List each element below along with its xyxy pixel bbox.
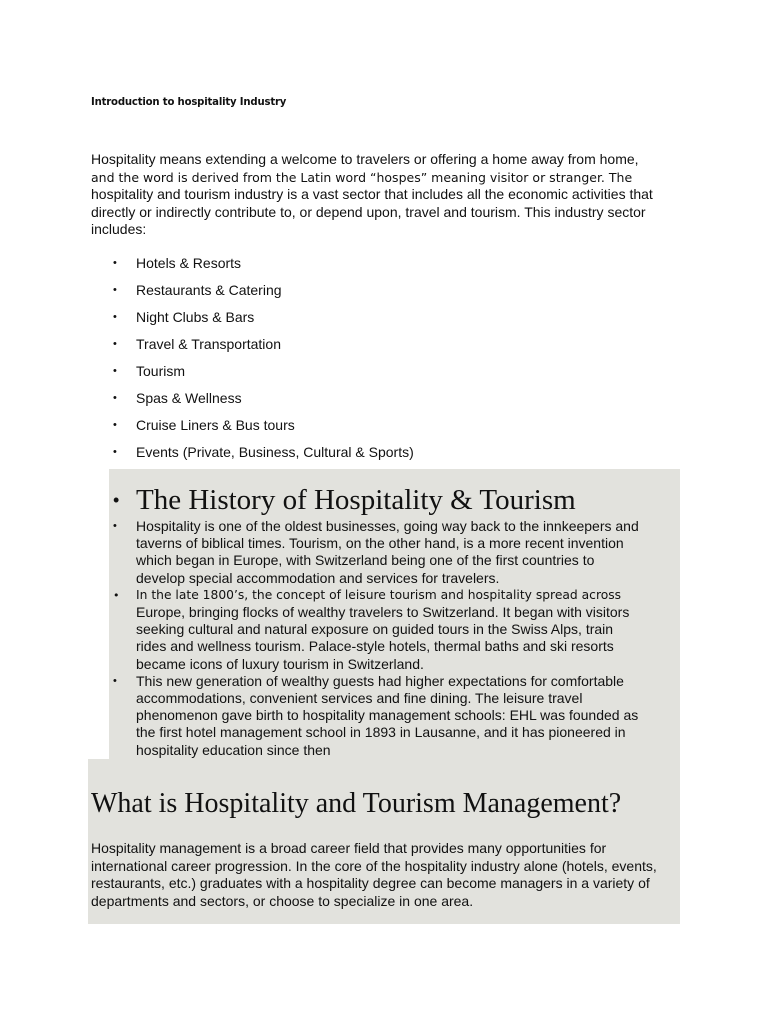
history-heading-text: The History of Hospitality & Tourism <box>136 484 576 516</box>
bullet-icon: • <box>113 674 117 687</box>
industry-sectors-list <box>91 255 681 471</box>
bullet-icon: • <box>113 419 117 431</box>
history-item-text: In the late 1800’s, the concept of leisure tourism and hospitality spread across <box>136 587 622 602</box>
list-item <box>91 390 681 417</box>
list-item <box>91 309 681 336</box>
history-section <box>109 469 680 759</box>
bullet-icon: • <box>113 338 117 350</box>
list-item <box>91 255 681 282</box>
list-item-label: Travel & Transportation <box>136 336 281 352</box>
list-item-label: Hotels & Resorts <box>136 255 242 271</box>
management-heading: What is Hospitality and Tourism Management? <box>91 788 622 819</box>
document-title: Introduction to hospitality Industry <box>91 95 287 108</box>
bullet-icon: • <box>113 392 117 404</box>
list-item-label: Tourism <box>136 363 186 379</box>
list-item-label: Cruise Liners & Bus tours <box>136 417 295 433</box>
list-item-label: Night Clubs & Bars <box>136 309 255 325</box>
bullet-icon: • <box>113 311 117 323</box>
management-section <box>88 759 680 924</box>
bullet-icon: • <box>113 365 117 377</box>
intro-line-1: Hospitality means extending a welcome to travelers or offering a home away from home, <box>91 151 639 167</box>
intro-rest: hospitality and tourism industry is a vast sector that includes all the economic activities that directly or indirectly contribute to, or depend upon, travel and tourism. This industry sector includes: <box>91 186 653 238</box>
bullet-icon: • <box>113 284 117 296</box>
list-item <box>91 363 681 390</box>
list-item <box>91 282 681 309</box>
list-item <box>109 587 641 604</box>
list-item-continuation <box>109 604 641 673</box>
list-item-label: Spas & Wellness <box>136 390 242 406</box>
bullet-icon: • <box>113 490 120 510</box>
bullet-icon: • <box>113 257 117 269</box>
history-item-text: Hospitality is one of the oldest businesses, going way back to the innkeepers and taverns of biblical times. Tourism, on the other hand, is a more recent invention which began in Europe, with Switzerland being one of the first countries to develop special accommodation and services for travelers. <box>136 518 639 586</box>
list-item <box>109 518 641 587</box>
list-item <box>109 673 641 759</box>
bullet-icon: • <box>113 446 117 458</box>
list-item-label: Restaurants & Catering <box>136 282 282 298</box>
history-item-text: This new generation of wealthy guests had higher expectations for comfortable accommodations, convenient services and fine dining. The leisure travel phenomenon gave birth to hospitality management schools: EHL was founded as the first hotel management school in 1893 in Lausanne, and it has pioneered in hospitality education since then <box>136 672 639 758</box>
list-item <box>91 336 681 363</box>
list-item-label: Events (Private, Business, Cultural & Sports) <box>136 444 414 460</box>
bullet-icon: • <box>113 520 117 532</box>
intro-line-2: and the word is derived from the Latin word “hospes” meaning visitor or stranger. The <box>91 169 633 185</box>
history-list <box>109 518 680 759</box>
intro-paragraph <box>91 151 681 239</box>
list-item <box>91 417 681 444</box>
bullet-icon: • <box>113 588 120 602</box>
management-paragraph: Hospitality management is a broad career field that provides many opportunities for international career progression. In the core of the hospitality industry alone (hotels, events, restaurants, etc.) graduates with a hospitality degree can become managers in a variety of departments and sectors, or choose to specialize in one area. <box>91 840 657 909</box>
history-item-text: Europe, bringing flocks of wealthy travelers to Switzerland. It began with visitors seeking cultural and natural exposure on guided tours in the Swiss Alps, train rides and wellness tourism. Palace-style hotels, thermal baths and ski resorts became icons of luxury tourism in Switzerland. <box>136 604 630 672</box>
list-item <box>91 444 681 471</box>
